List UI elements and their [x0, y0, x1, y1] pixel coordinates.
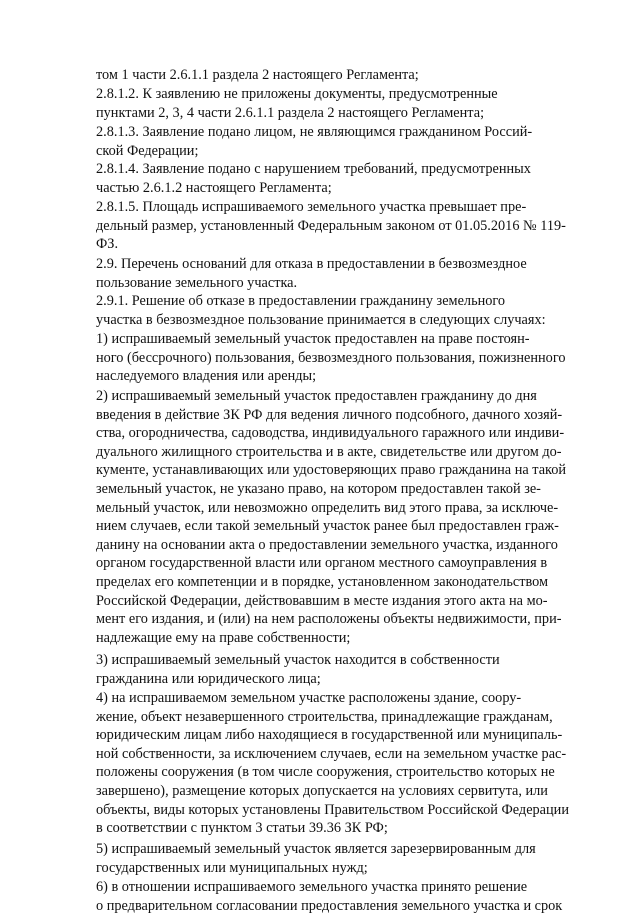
paragraph: 2.8.1.5. Площадь испрашиваемого земельного участка превышает пре- дельный размер, установленный Федеральным законом от 01.05.2016 № 119- ФЗ.: [96, 199, 566, 253]
paragraph: 2.9. Перечень оснований для отказа в предоставлении в безвозмездное пользование земельного участка.: [96, 256, 527, 291]
paragraph: 6) в отношении испрашиваемого земельного участка принято решение о предварительном согласовании предоставления земельного участка и срок: [96, 879, 563, 914]
paragraph: 3) испрашиваемый земельный участок находится в собственности гражданина или юридического лица;: [96, 652, 500, 687]
paragraph: 2.8.1.4. Заявление подано с нарушением требований, предусмотренных частью 2.6.1.2 настоящего Регламента;: [96, 161, 531, 196]
paragraph: 1) испрашиваемый земельный участок предоставлен на праве постоян- ного (бессрочного) пользования, безвозмездного пользования, пожизненного наследуемого владения или аренды;: [96, 331, 566, 385]
paragraph: том 1 части 2.6.1.1 раздела 2 настоящего Регламента;: [96, 67, 419, 83]
paragraph: 2) испрашиваемый земельный участок предоставлен гражданину до дня введения в действие ЗК РФ для ведения личного подсобного, дачного хозяй- ства, огородничества, садоводства, индивидуального гаражного или индиви- дуального жилищного строительства и в акте, свидетельстве или другом до- кументе, устанавливающих или удостоверяющих право гражданина на такой земельный участок, не указано право, на котором предоставлен такой зе- мельный участок, или невозможно определить вид этого права, за исключе- нием случаев, если такой земельный участок ранее был предоставлен граж- данину на основании акта о предоставлении земельного участка, изданного органом государственной власти или органом местного самоуправления в пределах его компетенции и в порядке, установленном законодательством Российской Федерации, действовавшим в месте издания этого акта на мо- мент его издания, и (или) на нем расположены объекты недвижимости, при- надлежащие ему на праве собственности;: [96, 388, 567, 646]
paragraph: 2.8.1.3. Заявление подано лицом, не являющимся гражданином Россий- ской Федерации;: [96, 124, 533, 159]
paragraph: 4) на испрашиваемом земельном участке расположены здание, соору- жение, объект незавершенного строительства, принадлежащие гражданам, юридическим лицам либо находящиеся в государственной или муниципаль- ной собственности, за исключением случаев, если на земельном участке рас- положены сооружения (в том числе сооружения, строительство которых не завершено), размещение которых допускается на условиях сервитута, или объекты, виды которых установлены Правительством Российской Федерации в соответствии с пунктом 3 статьи 39.36 ЗК РФ;: [96, 690, 569, 837]
paragraph: 5) испрашиваемый земельный участок является зарезервированным для государственных или муниципальных нужд;: [96, 841, 536, 876]
paragraph: 2.8.1.2. К заявлению не приложены документы, предусмотренные пунктами 2, 3, 4 части 2.6.1.1 раздела 2 настоящего Регламента;: [96, 86, 498, 121]
paragraph: 2.9.1. Решение об отказе в предоставлении гражданину земельного участка в безвозмездное пользование принимается в следующих случаях:: [96, 293, 546, 328]
